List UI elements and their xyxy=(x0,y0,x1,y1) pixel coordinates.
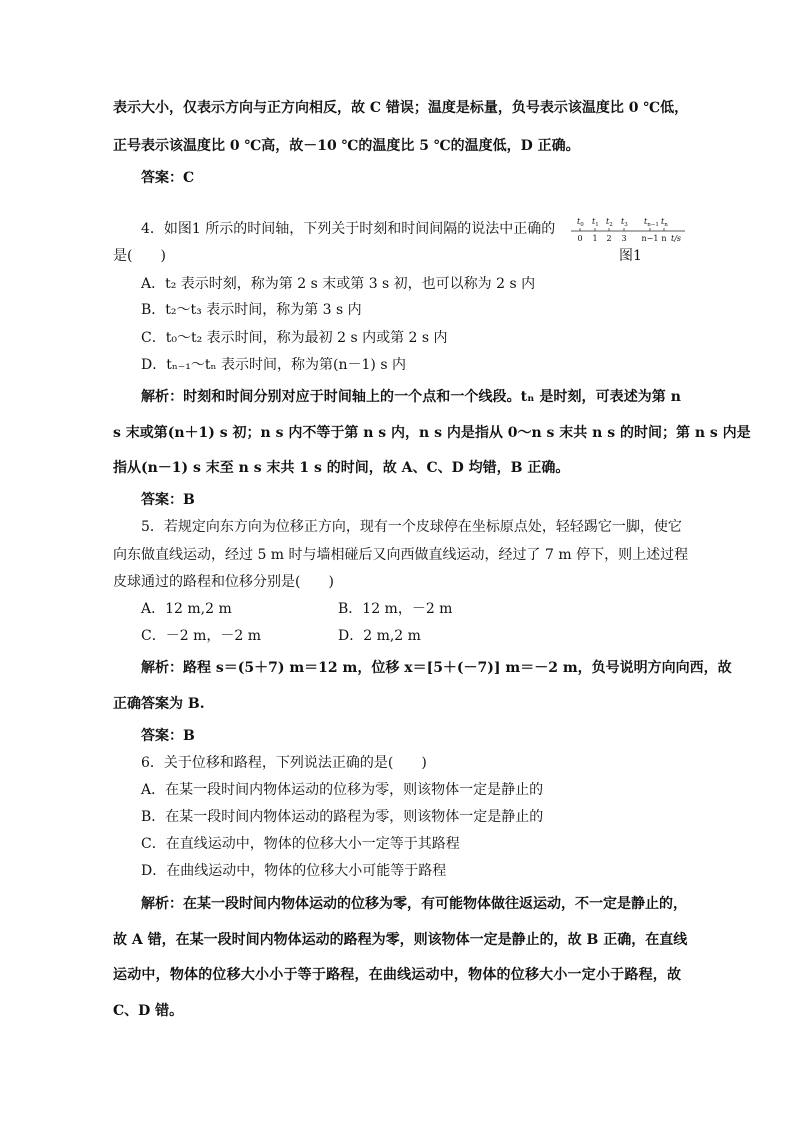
option-item: B．12 m，－2 m xyxy=(338,601,453,617)
answer-line: 答案：B xyxy=(141,728,195,744)
label-subscript: 3 xyxy=(624,222,628,228)
label-subscript: n−1 xyxy=(647,222,659,228)
option-item: C．－2 m，－2 m xyxy=(141,628,261,644)
question-stem-line: 5．若规定向东方向为位移正方向，现有一个皮球停在坐标原点处，轻轻踢它一脚，使它 xyxy=(141,519,682,535)
option-item: B．t₂～t₃ 表示时间，称为第 3 s 内 xyxy=(141,302,362,318)
label-base: t xyxy=(606,217,610,226)
question-stem-line: 6．关于位移和路程，下列说法正确的是( ) xyxy=(141,755,427,771)
axis-moment-label xyxy=(661,217,668,228)
label-base: t xyxy=(577,217,581,226)
label-subscript: n xyxy=(664,222,668,228)
analysis-line: s 末或第(n＋1) s 初；n s 内不等于第 n s 内，n s 内是指从 0～n s 末共 n s 的时间；第 n s 内是 xyxy=(113,425,751,441)
option-item: A．12 m,2 m xyxy=(141,601,232,617)
axis-tick-label: 1 xyxy=(592,234,598,243)
analysis-line: 运动中，物体的位移大小小于等于路程，在曲线运动中，物体的位移大小一定小于路程，故 xyxy=(113,967,681,983)
analysis-line: 解析：时刻和时间分别对应于时间轴上的一个点和一个线段。tₙ 是时刻，可表述为第 n xyxy=(141,389,681,405)
analysis-line: 指从(n－1) s 末至 n s 末共 1 s 的时间，故 A、C、D 均错，B 正确。 xyxy=(113,460,570,476)
analysis-line: 解析：在某一段时间内物体运动的位移为零，有可能物体做往返运动，不一定是静止的， xyxy=(141,896,687,912)
analysis-line: 正确答案为 B. xyxy=(113,696,205,712)
label-base: t xyxy=(621,217,625,226)
option-item: C．在直线运动中，物体的位移大小一定等于其路程 xyxy=(141,836,460,852)
axis-tick-label: 3 xyxy=(621,234,627,243)
label-base: t xyxy=(644,217,648,226)
option-item: A．在某一段时间内物体运动的位移为零，则该物体一定是静止的 xyxy=(141,782,544,798)
axis-tick-label: n xyxy=(661,234,667,243)
answer-line: 答案：C xyxy=(141,170,195,186)
time-axis-figure xyxy=(565,214,690,246)
analysis-line: 解析：路程 s＝(5＋7) m＝12 m，位移 x＝[5＋(－7)] m＝－2 m，负号说明方向向西，故 xyxy=(141,660,732,676)
option-item: D．2 m,2 m xyxy=(338,628,421,644)
axis-moment-label xyxy=(644,217,659,228)
option-item: A．t₂ 表示时刻，称为第 2 s 末或第 3 s 初，也可以称为 2 s 内 xyxy=(141,276,536,292)
axis-tick-label: 0 xyxy=(577,234,583,243)
label-base: t xyxy=(661,217,665,226)
analysis-line: 故 A 错，在某一段时间内物体运动的路程为零，则该物体一定是静止的，故 B 正确，在直线 xyxy=(113,932,688,948)
figure-caption: 图1 xyxy=(619,248,642,264)
label-subscript: 0 xyxy=(580,222,584,228)
question-stem-line: 皮球通过的路程和位移分别是( ) xyxy=(113,574,334,590)
question-stem-line: 4．如图1 所示的时间轴，下列关于时刻和时间间隔的说法中正确的 xyxy=(141,221,556,237)
label-subscript: 1 xyxy=(595,222,599,228)
option-item: D．在曲线运动中，物体的位移大小可能等于路程 xyxy=(141,863,447,879)
option-item: D．tₙ₋₁～tₙ 表示时间，称为第(n－1) s 内 xyxy=(141,357,406,373)
label-subscript: 2 xyxy=(609,222,613,228)
question-stem-line: 向东做直线运动，经过 5 m 时与墙相碰后又向西做直线运动，经过了 7 m 停下，则上述过程 xyxy=(113,547,689,563)
axis-moment-label xyxy=(621,217,628,228)
label-base: t xyxy=(592,217,596,226)
answer-line: 答案：B xyxy=(141,492,195,508)
analysis-line: 正号表示该温度比 0 ℃高，故－10 ℃的温度比 5 ℃的温度低，D 正确。 xyxy=(113,138,580,154)
axis-tick-label: n−1 xyxy=(641,234,659,243)
analysis-line: C、D 错。 xyxy=(113,1003,184,1019)
axis-moment-label xyxy=(606,217,613,228)
axis-moment-label xyxy=(577,217,584,228)
analysis-line: 表示大小，仅表示方向与正方向相反，故 C 错误；温度是标量，负号表示该温度比 0 ℃低， xyxy=(113,100,689,116)
axis-tick-label: 2 xyxy=(606,234,612,243)
option-item: B．在某一段时间内物体运动的路程为零，则该物体一定是静止的 xyxy=(141,809,544,825)
option-item: C．t₀～t₂ 表示时间，称为最初 2 s 内或第 2 s 内 xyxy=(141,330,448,346)
axis-moment-label xyxy=(592,217,599,228)
axis-unit-label: t/s xyxy=(671,234,682,243)
question-stem-line: 是( ) xyxy=(113,248,166,264)
